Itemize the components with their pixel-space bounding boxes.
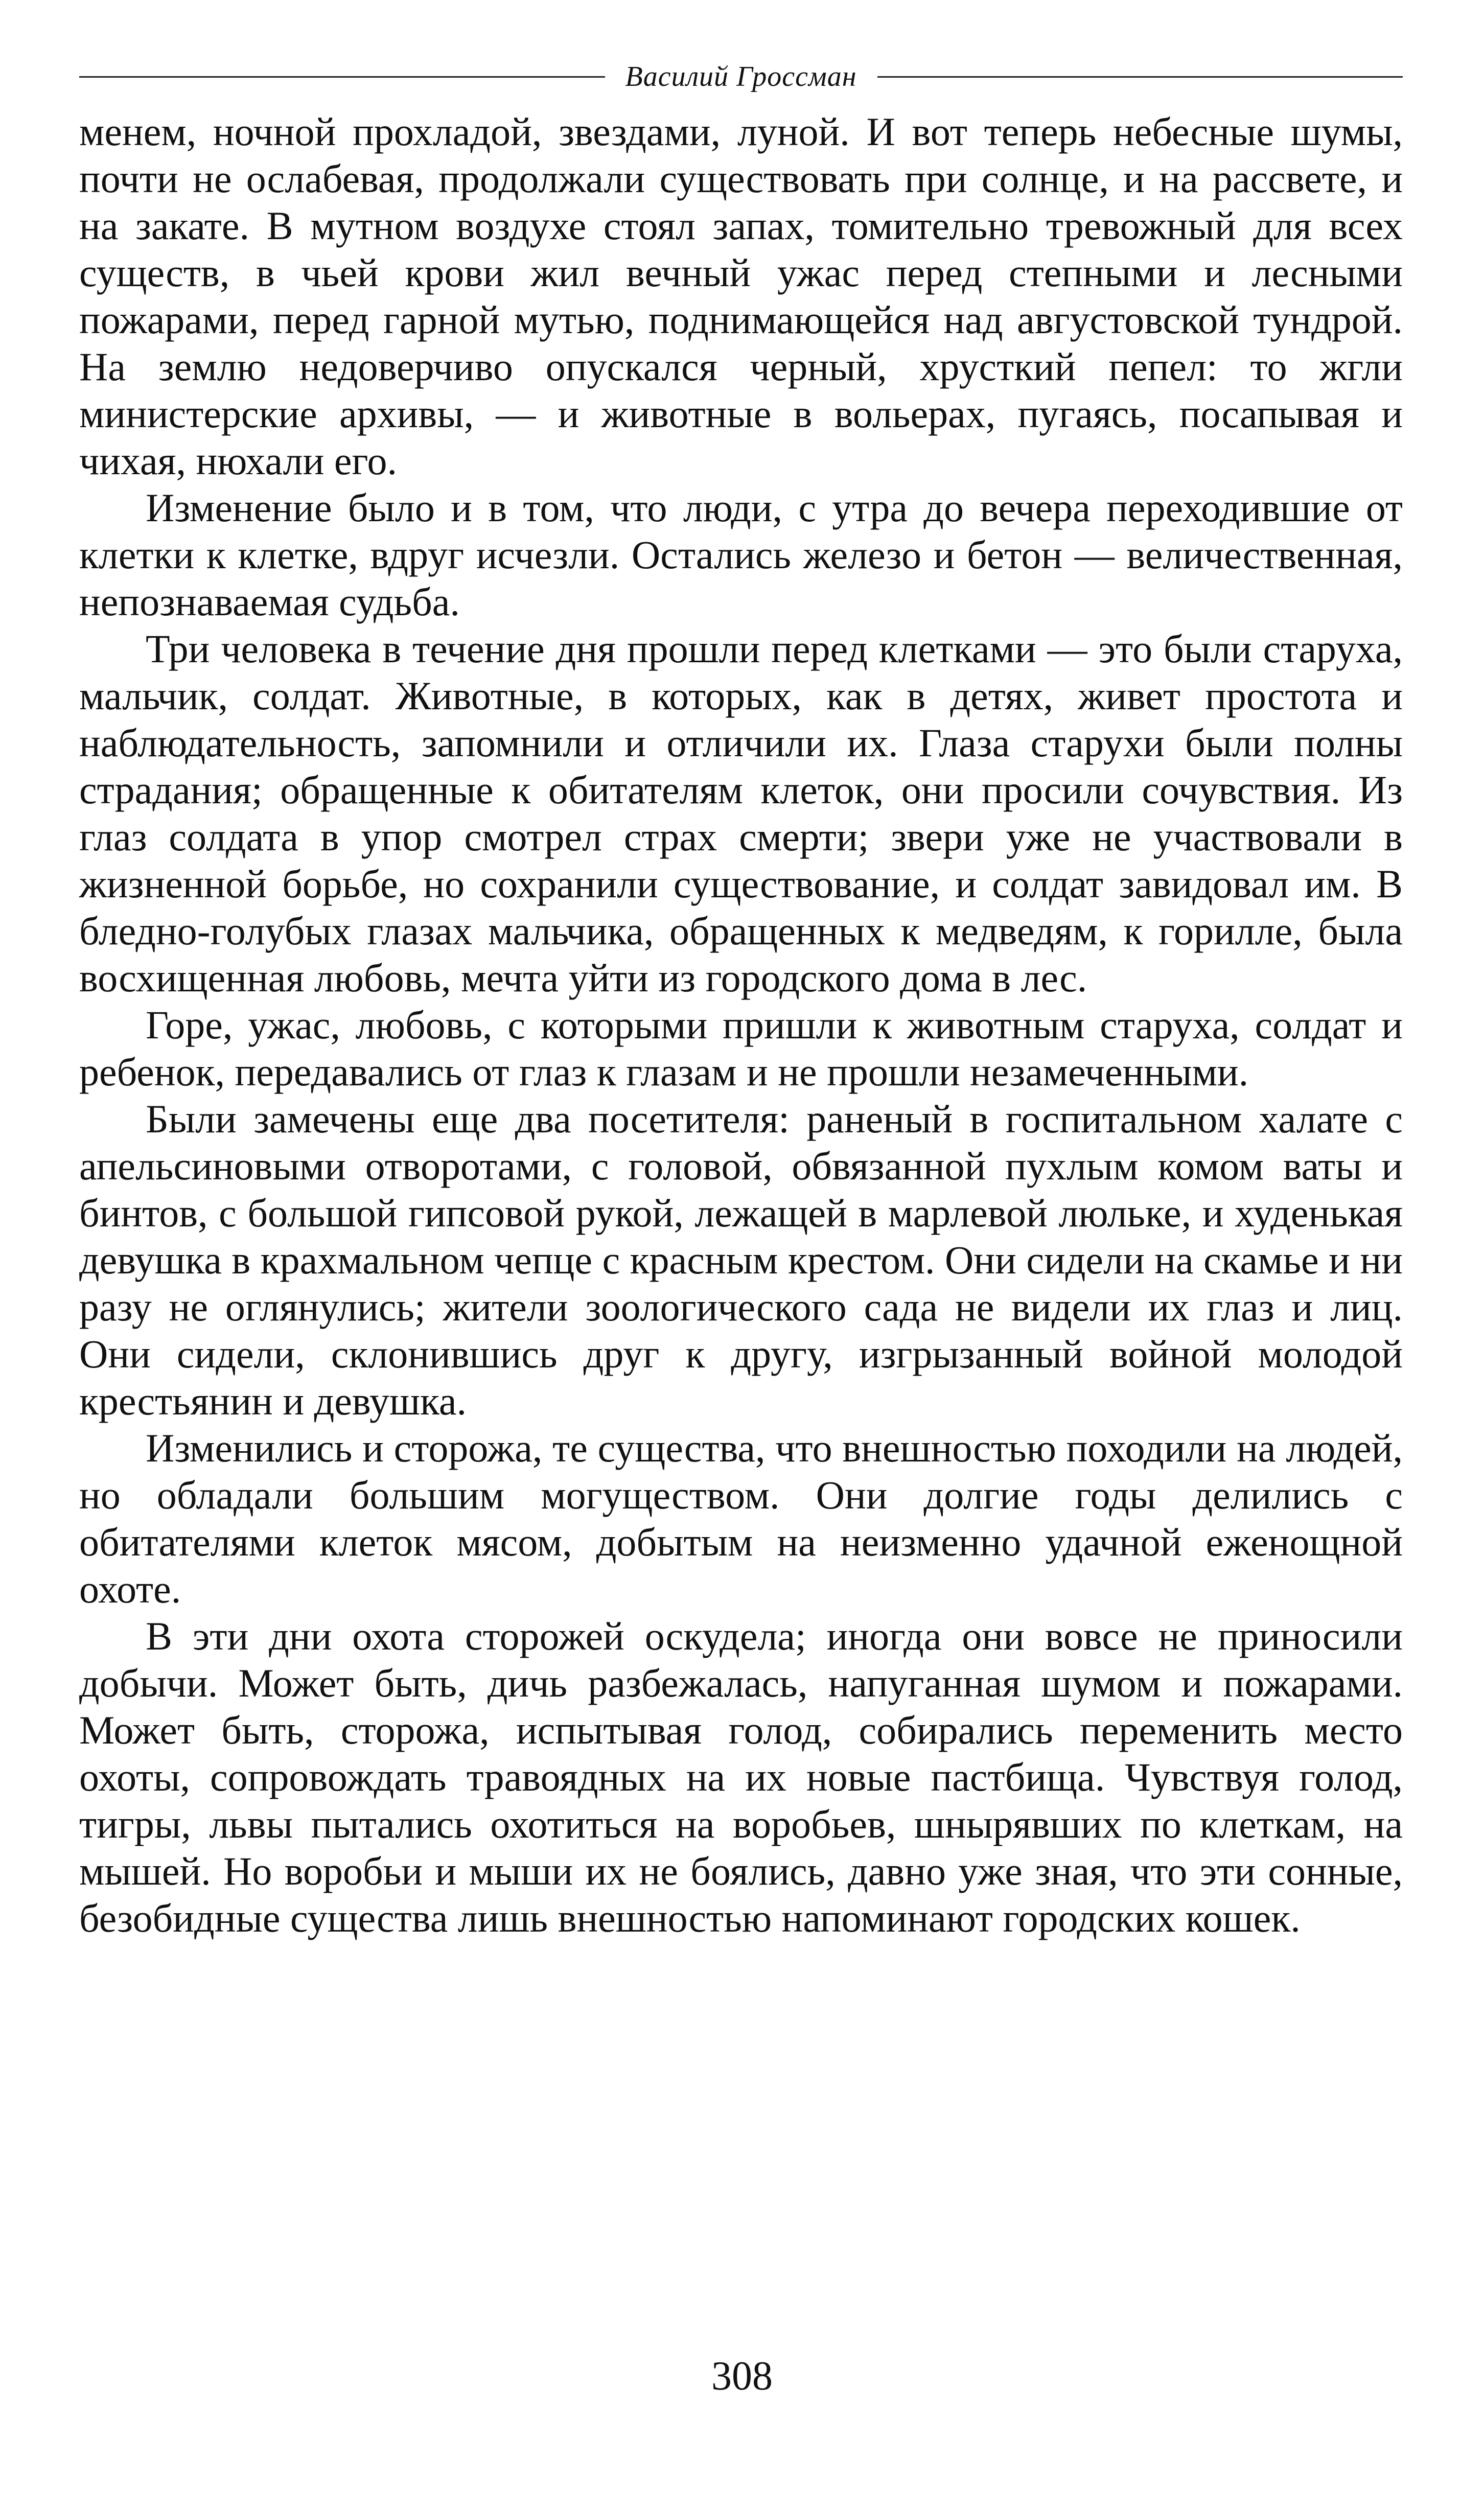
paragraph-3: Три человека в течение дня прошли перед клетками — это были старуха, мальчик, солдат. Животные, в которых, как в детях, живет простота и наблюдательность, запомнили и отличили их. Глаза старухи были полны страдания; обращенные к обитателям клеток, они просили сочувствия. Из глаз солдата в упор смотрел страх смерти; звери уже не участвовали в жизненной борьбе, но сохранили существование, и солдат завидовал им. В бледно-голубых глазах мальчика, обращенных к медведям, к горилле, была восхищенная любовь, мечта уйти из городского дома в лес. bbox=[79, 626, 1403, 1000]
body-text bbox=[79, 108, 1403, 1942]
paragraph-5: Были замечены еще два посетителя: раненый в госпитальном халате с апельсиновыми отворотами, с головой, обвязанной пухлым комом ваты и бинтов, с большой гипсовой рукой, лежащей в марлевой люльке, и худенькая девушка в крахмальном чепце с красным крестом. Они сидели на скамье и ни разу не оглянулись; жители зоологического сада не видели их глаз и лиц. Они сидели, склонившись друг к другу, изгрызанный войной молодой крестьянин и девушка. bbox=[79, 1097, 1403, 1423]
paragraph-1: менем, ночной прохладой, звездами, луной. И вот теперь небесные шумы, почти не ослабевая, продолжали существовать при солнце, и на рассвете, и на закате. В мутном воздухе стоял запах, томительно тревожный для всех существ, в чьей крови жил вечный ужас перед степными и лесными пожарами, перед гарной мутью, поднимающейся над августовской тундрой. На землю недоверчиво опускался черный, хрусткий пепел: то жгли министерские архивы, — и животные в вольерах, пугаясь, посапывая и чихая, нюхали его. bbox=[79, 109, 1403, 483]
paragraph-2: Изменение было и в том, что люди, с утра до вечера переходившие от клетки к клетке, вдруг исчезли. Остались железо и бетон — величественная, непознаваемая судьба. bbox=[79, 485, 1403, 624]
paragraph-6: Изменились и сторожа, те существа, что внешностью походили на людей, но обладали большим могуществом. Они долгие годы делились с обитателями клеток мясом, добытым на неизменно удачной еженощной охоте. bbox=[79, 1426, 1403, 1611]
running-title: Василий Гроссман bbox=[625, 61, 857, 92]
header-rule-right bbox=[877, 76, 1403, 78]
book-page bbox=[79, 56, 1403, 2483]
header-rule-left bbox=[79, 76, 605, 78]
running-head bbox=[79, 56, 1403, 97]
paragraph-4: Горе, ужас, любовь, с которыми пришли к животным старуха, солдат и ребенок, передавались от глаз к глазам и не прошли незамеченными. bbox=[79, 1003, 1403, 1094]
page-number: 308 bbox=[711, 2354, 773, 2399]
paragraph-7: В эти дни охота сторожей оскудела; иногда они вовсе не приносили добычи. Может быть, дичь разбежалась, напуганная шумом и пожарами. Может быть, сторожа, испытывая голод, собирались переменить место охоты, сопровождать травоядных на их новые пастбища. Чувствуя голод, тигры, львы пытались охотиться на воробьев, шнырявших по клеткам, на мышей. Но воробьи и мыши их не боялись, давно уже зная, что эти сонные, безобидные существа лишь внешностью напоминают городских кошек. bbox=[79, 1614, 1403, 1940]
